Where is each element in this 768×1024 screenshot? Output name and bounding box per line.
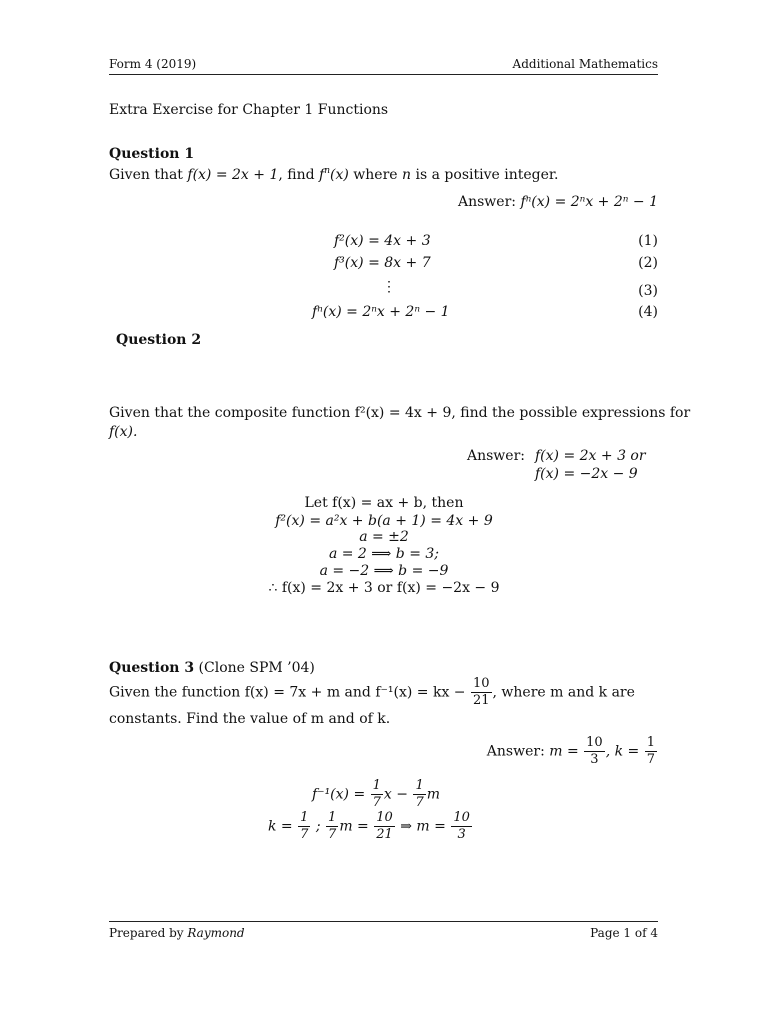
q1-text-g: n <box>402 167 412 183</box>
q3-subtitle: (Clone SPM ’04) <box>194 660 315 676</box>
q3-heading <box>109 660 315 676</box>
q3-w2-frac3: $\frac{10}{21}$ <box>376 810 393 842</box>
q1-step-3-num: (3) <box>638 283 658 299</box>
footer-author: Raymond <box>187 926 245 940</box>
q2-text-line2: f(x). <box>109 424 138 440</box>
q3-answer: Answer: m = $\frac{10}{3}$ , k = $\frac{1}{7}$ <box>486 735 655 767</box>
doc-title: Extra Exercise for Chapter 1 Functions <box>109 102 389 118</box>
q2-work-6: ∴ f(x) = 2x + 3 or f(x) = −2x − 9 <box>268 580 500 596</box>
q1-text-d: f <box>319 167 325 183</box>
q1-text-c: , find <box>278 167 320 183</box>
q1-text-f: where <box>348 167 403 183</box>
q3-ans-m-frac: $\frac{10}{3}$ <box>586 735 603 767</box>
q1-text-a: Given that <box>109 167 188 183</box>
q3-text1a: Given the function f(x) = 7x + m and f⁻¹(x) = kx − <box>109 684 470 701</box>
q3-work-2: k = $\frac{1}{7}$ ; $\frac{1}{7}$ m = $\frac{10}{21}$ ⇒ m = $\frac{10}{3}$ <box>268 810 470 842</box>
q3-work-1: f⁻¹(x) = $\frac{1}{7}$ x − $\frac{1}{7}$ m <box>312 778 441 810</box>
q3-title: Question 3 <box>109 660 195 676</box>
q3-ans-k-frac: $\frac{1}{7}$ <box>646 735 655 767</box>
q3-w2-frac1: $\frac{1}{7}$ <box>300 810 309 842</box>
q3-w1-frac1: $\frac{1}{7}$ <box>372 778 381 810</box>
footer-left <box>109 926 245 940</box>
q1-step-1: f²(x) = 4x + 3 <box>334 233 431 249</box>
q2-title: Question 2 <box>116 332 202 348</box>
footer-prepared-by: Prepared by <box>109 926 188 940</box>
q3-fraction: $\frac{10}{21}$ <box>472 676 490 708</box>
footer-page: Page 1 of 4 <box>590 926 658 940</box>
q1-step-1-num: (1) <box>638 233 658 249</box>
q1-text-e: (x) <box>330 167 349 183</box>
q1-answer-value: fⁿ(x) = 2ⁿx + 2ⁿ − 1 <box>520 194 658 210</box>
q2-work-4: a = 2 ⟹ b = 3; <box>328 546 440 562</box>
q1-step-4-num: (4) <box>638 304 658 320</box>
q1-answer <box>458 194 658 210</box>
q1-step-3: ⋮ <box>382 279 396 295</box>
q3-w2-frac4: $\frac{10}{3}$ <box>453 810 470 842</box>
q3-w1-frac2: $\frac{1}{7}$ <box>415 778 424 810</box>
q2-work-5: a = −2 ⟹ b = −9 <box>319 563 449 579</box>
header-rule <box>109 74 658 75</box>
q1-text-h: is a positive integer. <box>411 167 559 183</box>
footer-rule <box>109 921 658 922</box>
q3-text-line1 <box>109 676 635 709</box>
q2-text-line1: Given that the composite function f²(x) = 4x + 9, find the possible expressions for <box>109 405 691 421</box>
q2-answer-1: f(x) = 2x + 3 or <box>535 448 646 464</box>
q3-answer-label: Answer: <box>486 743 550 760</box>
q1-step-2-num: (2) <box>638 255 658 271</box>
q2-work-3: a = ±2 <box>359 529 409 545</box>
q2-answer-2: f(x) = −2x − 9 <box>535 466 638 482</box>
q1-step-4: fⁿ(x) = 2ⁿx + 2ⁿ − 1 <box>312 304 450 320</box>
q2-work-2: f²(x) = a²x + b(a + 1) = 4x + 9 <box>275 513 493 529</box>
q2-work-1: Let f(x) = ax + b, then <box>304 495 464 511</box>
q1-title: Question 1 <box>109 146 195 162</box>
header-right: Additional Mathematics <box>512 57 658 71</box>
q1-text-b: f(x) = 2x + 1 <box>187 167 279 183</box>
q1-step-2: f³(x) = 8x + 7 <box>334 255 431 271</box>
q1-text <box>109 167 558 183</box>
q1-answer-label: Answer: <box>458 194 521 210</box>
q3-text-line2: constants. Find the value of m and of k. <box>109 711 391 727</box>
q3-w2-frac2: $\frac{1}{7}$ <box>328 810 337 842</box>
header-left: Form 4 (2019) <box>109 57 197 71</box>
q3-text1b: , where m and k are <box>492 684 635 701</box>
q1-text-d-sup: n <box>324 166 331 176</box>
q2-answer-label: Answer: <box>467 448 525 464</box>
